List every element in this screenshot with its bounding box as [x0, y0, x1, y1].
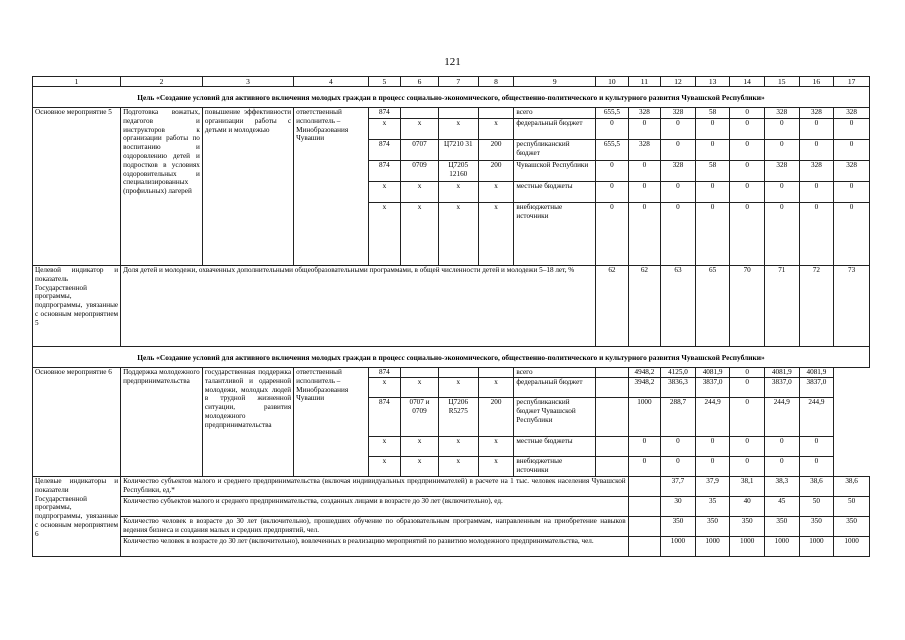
value-cell: 3837,0	[695, 378, 730, 398]
value-cell: 0	[661, 182, 696, 203]
value-cell: 71	[764, 266, 799, 347]
value-cell: 4081,9	[764, 368, 799, 378]
column-header: 11	[628, 77, 661, 87]
value-cell: 0	[730, 437, 765, 457]
value-cell	[596, 398, 629, 437]
value-cell: 0	[799, 182, 834, 203]
table-cell: x	[368, 457, 401, 477]
value-cell: 4081,9	[695, 368, 730, 378]
table-cell: x	[438, 182, 478, 203]
value-cell: 4081,9	[799, 368, 834, 378]
value-cell: 0	[695, 203, 730, 266]
value-cell: 0	[834, 119, 870, 140]
value-cell: 40	[730, 497, 765, 517]
value-cell: 350	[661, 517, 696, 537]
value-cell: 0	[730, 182, 765, 203]
activity-goal-cell: повышение эффективности организации работы с детьми и молодежью	[202, 108, 293, 266]
value-cell: 0	[695, 119, 730, 140]
activity-cell: Основное мероприятие 5	[33, 108, 121, 266]
value-cell: 288,7	[661, 398, 696, 437]
value-cell: 1000	[628, 398, 661, 437]
value-cell: 38,3	[764, 477, 799, 497]
value-cell: 0	[596, 119, 629, 140]
value-cell: 3837,0	[764, 378, 799, 398]
goal-title: Цель «Создание условий для активного включения молодых граждан в процесс социально-экономического, общественно-политического и культурного развития Чувашской Республики»	[33, 87, 870, 108]
value-cell: 350	[730, 517, 765, 537]
value-cell: 0	[799, 203, 834, 266]
value-cell: 0	[596, 203, 629, 266]
value-cell	[596, 378, 629, 398]
table-cell: x	[478, 457, 514, 477]
value-cell: 328	[764, 108, 799, 119]
value-cell: 30	[661, 497, 696, 517]
value-cell: 328	[628, 108, 661, 119]
value-cell: 3837,0	[799, 378, 834, 398]
empty-cell	[628, 517, 661, 537]
value-cell: 62	[596, 266, 629, 347]
value-cell: 244,9	[799, 398, 834, 437]
value-cell: 350	[695, 517, 730, 537]
table-cell	[438, 368, 478, 378]
value-cell: 73	[834, 266, 870, 347]
table-cell	[401, 108, 439, 119]
value-cell	[596, 368, 629, 378]
value-cell: 0	[628, 457, 661, 477]
value-cell: 4125,0	[661, 368, 696, 378]
value-cell: 65	[695, 266, 730, 347]
table-cell: 0707 и 0709	[401, 398, 439, 437]
value-cell: 38,1	[730, 477, 765, 497]
value-cell: 0	[596, 161, 629, 182]
value-cell: 0	[834, 182, 870, 203]
table-cell: x	[368, 119, 401, 140]
value-cell: 0	[596, 182, 629, 203]
value-cell: 0	[764, 140, 799, 161]
funding-source-cell: Чувашской Республики	[514, 161, 596, 182]
column-header: 4	[294, 77, 368, 87]
value-cell: 58	[695, 108, 730, 119]
value-cell: 328	[661, 108, 696, 119]
column-header: 1	[33, 77, 121, 87]
activity-goal-cell: государственная поддержка талантливой и одаренной молодежи, молодых людей в трудной жизненной ситуации, развития молодежного предпринимательства	[202, 368, 293, 477]
value-cell: 0	[764, 437, 799, 457]
finance-row	[33, 108, 870, 119]
table-cell: x	[401, 378, 439, 398]
table-cell: x	[438, 457, 478, 477]
indicator-row	[33, 537, 870, 557]
indicator-text-cell: Количество субъектов малого и среднего предпринимательства (включая индивидуальных предпринимателей) в расчете на 1 тыс. человек населения Чувашской Республики, ед.*	[121, 477, 629, 497]
table-cell: x	[401, 182, 439, 203]
executor-cell: ответственный исполнитель – Минобразования Чувашии	[294, 368, 368, 477]
table-cell: x	[368, 378, 401, 398]
table-cell: 0707	[401, 140, 439, 161]
value-cell: 1000	[695, 537, 730, 557]
funding-source-cell: местные бюджеты	[514, 182, 596, 203]
value-cell: 328	[764, 161, 799, 182]
table-cell: x	[438, 378, 478, 398]
value-cell: 244,9	[695, 398, 730, 437]
table-cell	[438, 108, 478, 119]
goal-row	[33, 87, 870, 108]
table-cell: 200	[478, 398, 514, 437]
table-cell: x	[401, 457, 439, 477]
value-cell: 35	[695, 497, 730, 517]
table-cell: x	[401, 437, 439, 457]
value-cell: 0	[730, 457, 765, 477]
funding-source-cell: местные бюджеты	[514, 437, 596, 457]
value-cell: 350	[799, 517, 834, 537]
funding-source-cell: республиканский бюджет Чувашской Республики	[514, 398, 596, 437]
page-number: 121	[444, 56, 461, 68]
value-cell: 0	[764, 119, 799, 140]
column-header: 7	[438, 77, 478, 87]
value-cell: 38,6	[799, 477, 834, 497]
column-header: 5	[368, 77, 401, 87]
indicator-row	[33, 497, 870, 517]
indicator-row	[33, 517, 870, 537]
value-cell: 0	[628, 437, 661, 457]
table-cell: 874	[368, 108, 401, 119]
column-header: 12	[661, 77, 696, 87]
column-header: 6	[401, 77, 439, 87]
column-header: 13	[695, 77, 730, 87]
table-cell: x	[401, 203, 439, 266]
table-cell: x	[368, 203, 401, 266]
indicator-label-cell: Целевые индикаторы и показатели Государственной программы, подпрограммы, увязанные с основным мероприятием 6	[33, 477, 121, 557]
value-cell: 0	[661, 119, 696, 140]
value-cell: 45	[764, 497, 799, 517]
empty-cell	[628, 477, 661, 497]
indicator-label-cell: Целевой индикатор и показатель Государственной программы, подпрограммы, увязанные с основным мероприятием 5	[33, 266, 121, 347]
table-cell: x	[368, 437, 401, 457]
value-cell	[596, 457, 629, 477]
value-cell: 0	[730, 108, 765, 119]
value-cell: 70	[730, 266, 765, 347]
value-cell: 0	[730, 368, 765, 378]
indicator-text-cell: Количество человек в возрасте до 30 лет (включительно), вовлеченных в реализацию мероприятий по развитию молодежного предпринимательства, чел.	[121, 537, 629, 557]
column-header: 3	[202, 77, 293, 87]
indicator-text-cell: Доля детей и молодежи, охваченных дополнительными общеобразовательными программами, в общей численности детей и молодежи 5–18 лет, %	[121, 266, 596, 347]
funding-source-cell: федеральный бюджет	[514, 119, 596, 140]
value-cell: 0	[834, 140, 870, 161]
value-cell: 0	[799, 437, 834, 457]
value-cell: 0	[661, 140, 696, 161]
value-cell: 1000	[764, 537, 799, 557]
value-cell: 0	[661, 437, 696, 457]
table-cell: Ц7205 12160	[438, 161, 478, 182]
value-cell: 0	[730, 119, 765, 140]
value-cell: 328	[628, 140, 661, 161]
value-cell: 3836,3	[661, 378, 696, 398]
table-cell: x	[401, 119, 439, 140]
value-cell: 0	[661, 203, 696, 266]
value-cell: 58	[695, 161, 730, 182]
table-cell: x	[438, 437, 478, 457]
value-cell: 4948,2	[628, 368, 661, 378]
value-cell: 0	[695, 140, 730, 161]
funding-source-cell: внебюджетные источники	[514, 457, 596, 477]
value-cell: 0	[730, 140, 765, 161]
indicator-text-cell: Количество субъектов малого и среднего предпринимательства, созданных лицами в возрасте до 30 лет (включительно), ед.	[121, 497, 629, 517]
goal-row	[33, 347, 870, 368]
value-cell: 50	[799, 497, 834, 517]
value-cell: 0	[730, 161, 765, 182]
value-cell: 0	[799, 140, 834, 161]
activity-name-cell: Подготовка вожатых, педагогов и инструкторов к организации работы по воспитанию и оздоровлению детей и подростков в условиях оздоровительных и специализированных (профильных) лагерей	[121, 108, 203, 266]
value-cell: 63	[661, 266, 696, 347]
value-cell: 1000	[730, 537, 765, 557]
value-cell: 0	[628, 203, 661, 266]
value-cell: 3948,2	[628, 378, 661, 398]
value-cell: 1000	[834, 537, 870, 557]
value-cell: 328	[799, 108, 834, 119]
executor-cell: ответственный исполнитель – Минобразования Чувашии	[294, 108, 368, 266]
column-header: 16	[799, 77, 834, 87]
value-cell: 0	[764, 203, 799, 266]
value-cell: 0	[695, 457, 730, 477]
value-cell: 350	[764, 517, 799, 537]
funding-source-cell: всего	[514, 368, 596, 378]
value-cell: 37,7	[661, 477, 696, 497]
column-header: 15	[764, 77, 799, 87]
column-header: 14	[730, 77, 765, 87]
value-cell: 328	[661, 161, 696, 182]
column-header: 2	[121, 77, 203, 87]
table-cell: x	[478, 182, 514, 203]
value-cell: 0	[764, 182, 799, 203]
table-cell: 0709	[401, 161, 439, 182]
value-cell: 0	[834, 203, 870, 266]
value-cell: 0	[799, 457, 834, 477]
value-cell: 655,5	[596, 140, 629, 161]
value-cell: 0	[730, 203, 765, 266]
column-header: 9	[514, 77, 596, 87]
empty-cell	[628, 537, 661, 557]
value-cell: 50	[834, 497, 870, 517]
value-cell: 38,6	[834, 477, 870, 497]
table-cell: x	[478, 203, 514, 266]
table-cell	[478, 108, 514, 119]
value-cell: 0	[799, 119, 834, 140]
value-cell: 328	[799, 161, 834, 182]
value-cell: 1000	[661, 537, 696, 557]
value-cell: 0	[695, 182, 730, 203]
value-cell: 0	[628, 161, 661, 182]
table-cell	[478, 368, 514, 378]
value-cell: 0	[628, 119, 661, 140]
table-cell: Ц7210 31	[438, 140, 478, 161]
value-cell: 72	[799, 266, 834, 347]
value-cell: 328	[834, 108, 870, 119]
value-cell: 0	[695, 437, 730, 457]
funding-source-cell: внебюджетные источники	[514, 203, 596, 266]
value-cell: 0	[730, 398, 765, 437]
table-cell: x	[478, 119, 514, 140]
indicator-row	[33, 266, 870, 347]
table-cell	[401, 368, 439, 378]
value-cell: 244,9	[764, 398, 799, 437]
empty-cell	[628, 497, 661, 517]
value-cell: 0	[628, 182, 661, 203]
table-cell: 200	[478, 140, 514, 161]
table-cell: 874	[368, 161, 401, 182]
value-cell: 0	[661, 457, 696, 477]
table-cell: x	[478, 378, 514, 398]
value-cell: 62	[628, 266, 661, 347]
header-row	[33, 77, 870, 87]
value-cell: 1000	[799, 537, 834, 557]
table-cell: x	[438, 119, 478, 140]
value-cell: 0	[730, 378, 765, 398]
table-cell: x	[438, 203, 478, 266]
funding-source-cell: всего	[514, 108, 596, 119]
table-cell: 874	[368, 140, 401, 161]
indicator-row	[33, 477, 870, 497]
funding-source-cell: республиканский бюджет	[514, 140, 596, 161]
column-header: 10	[596, 77, 629, 87]
table-cell: x	[368, 182, 401, 203]
funding-source-cell: федеральный бюджет	[514, 378, 596, 398]
table-cell: 200	[478, 161, 514, 182]
goal-title: Цель «Создание условий для активного включения молодых граждан в процесс социально-экономического, общественно-политического и культурного развития Чувашской Республики»	[33, 347, 870, 368]
column-header: 17	[834, 77, 870, 87]
table-cell: x	[478, 437, 514, 457]
value-cell: 350	[834, 517, 870, 537]
column-header: 8	[478, 77, 514, 87]
value-cell: 655,5	[596, 108, 629, 119]
finance-row	[33, 368, 870, 378]
value-cell: 37,9	[695, 477, 730, 497]
table-cell: 874	[368, 398, 401, 437]
value-cell	[596, 437, 629, 457]
activity-name-cell: Поддержка молодежного предпринимательства	[121, 368, 203, 477]
indicator-text-cell: Количество человек в возрасте до 30 лет (включительно), прошедших обучение по образовательным программам, направленным на приобретение навыков ведения бизнеса и создания малых и средних предприятий, чел.	[121, 517, 629, 537]
value-cell: 328	[834, 161, 870, 182]
program-table	[32, 76, 870, 557]
activity-cell: Основное мероприятие 6	[33, 368, 121, 477]
value-cell: 0	[764, 457, 799, 477]
table-cell: Ц7206 R5275	[438, 398, 478, 437]
table-cell: 874	[368, 368, 401, 378]
